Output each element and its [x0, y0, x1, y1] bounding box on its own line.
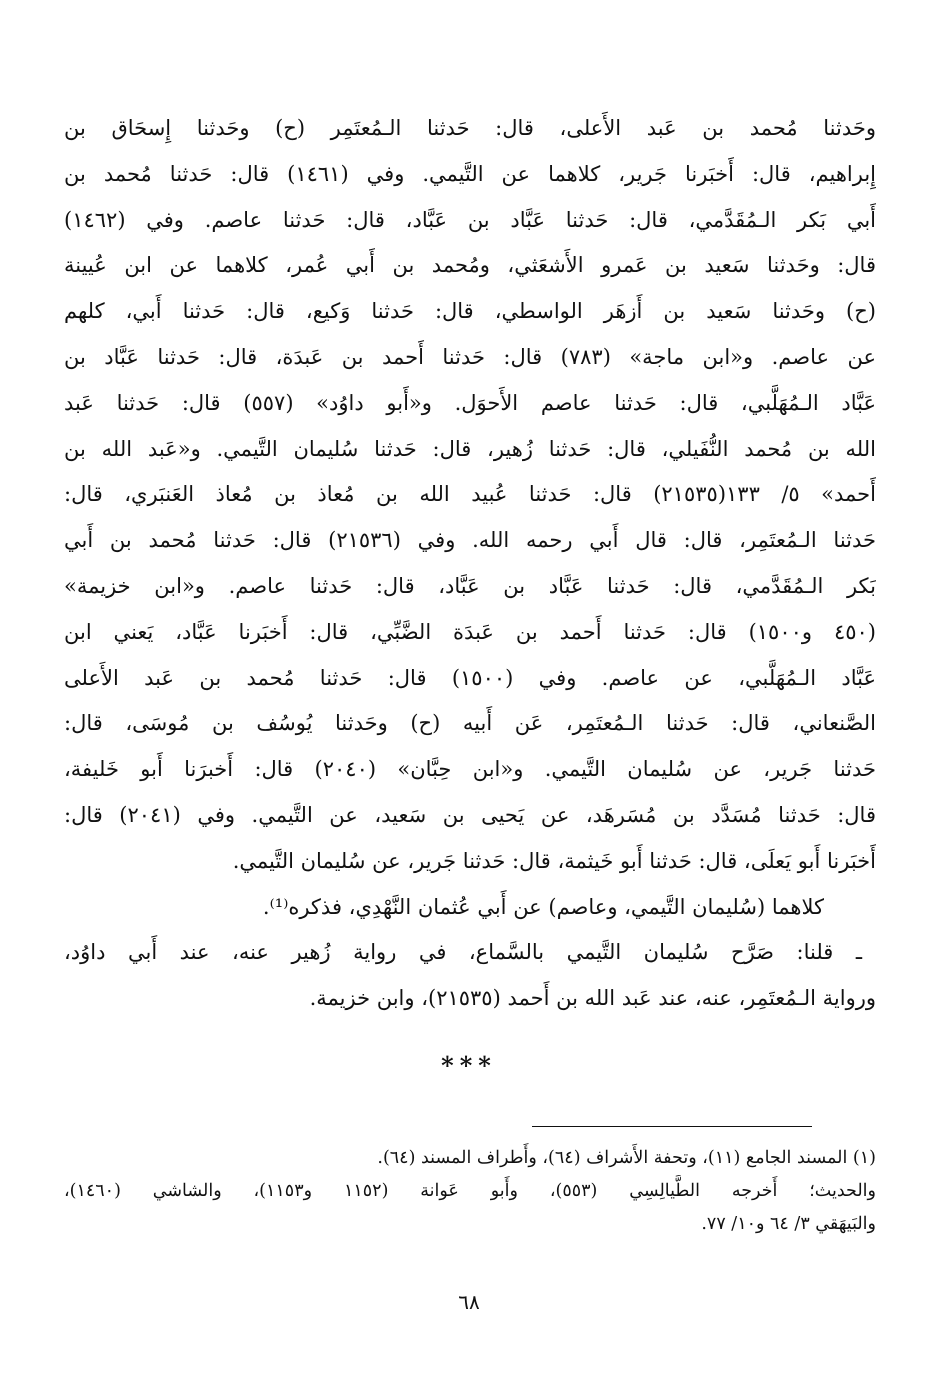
- page-number: ٦٨: [458, 1290, 480, 1314]
- note-line: ـ قلنا: صَرَّح سُليمان التَّيمي بالسَّماع، في رواية زُهير عنه، عند أَبي داوُد،: [64, 940, 862, 965]
- text-line: حَدثنا الـمُعتَمِر، قال: قال أَبي رحمه الله. وفي (٢١٥٣٦) قال: حَدثنا مُحمد بن أَبي: [64, 528, 876, 553]
- text-line: (ح) وحَدثنا سَعيد بن أَزهَر الواسطي، قال: حَدثنا وَكيع، قال: حَدثنا أَبي، كلهم: [64, 299, 876, 324]
- text-line: أَخبَرنا أَبو يَعلَى، قال: حَدثنا أَبو خَيثمة، قال: حَدثنا جَرير، عن سُليمان التَّيمي.: [232, 848, 876, 873]
- text-line: أَبي بَكر الـمُقَدَّمي، قال: حَدثنا عَبَّاد بن عَبَّاد، قال: حَدثنا عاصم. وفي (١٤٦٢): [64, 207, 876, 232]
- text-line: قال: حَدثنا مُسَدَّد بن مُسَرهَد، عن يَحيى بن سَعيد، عن التَّيمي. وفي (٢٠٤١) قال:: [64, 802, 876, 827]
- summary-line: كلاهما (سُليمان التَّيمي، وعاصم) عن أَبي عُثمان النَّهْدِي، فذكره⁽¹⁾.: [262, 894, 824, 919]
- text-line: الله بن مُحمد النُّفَيلي، قال: حَدثنا زُهير، قال: حَدثنا سُليمان التَّيمي. و«عَبد الله بن: [64, 436, 876, 461]
- footnote-line: والحديث؛ أَخرجه الطَّيالِسِي (٥٥٣)، وأَبو عَوانة (١١٥٢ و١١٥٣)، والشاشي (١٤٦٠)،: [64, 1181, 876, 1201]
- text-line: أَحمد» ٥/ ١٣٣(٢١٥٣٥) قال: حَدثنا عُبيد الله بن مُعاذ بن مُعاذ العَنبَري، قال:: [64, 482, 876, 507]
- text-line: بَكر الـمُقَدَّمي، قال: حَدثنا عَبَّاد بن عَبَّاد، قال: حَدثنا عاصم. و«ابن خزيمة»: [64, 573, 876, 598]
- text-line: (٤٥٠ و١٥٠٠) قال: حَدثنا أَحمد بن عَبدَة الضَّبِّي، قال: أَخبَرنا عَبَّاد، يَعني ابن: [64, 619, 876, 644]
- footnote-divider: [532, 1126, 812, 1127]
- text-line: الصَّنعاني، قال: حَدثنا الـمُعتَمِر، عَن أَبيه (ح) وحَدثنا يُوسُف بن مُوسَى، قال:: [64, 711, 876, 736]
- text-line: عَبَّاد الـمُهَلَّبي، قال: حَدثنا عاصم الأَحوَل. و«أَبو داوُد» (٥٥٧) قال: حَدثنا عَبد: [64, 390, 876, 415]
- text-line: عَبَّاد الـمُهَلَّبي، عن عاصم. وفي (١٥٠٠) قال: حَدثنا مُحمد بن عَبد الأَعلى: [64, 665, 876, 690]
- text-line: عن عاصم. و«ابن ماجة» (٧٨٣) قال: حَدثنا أَحمد بن عَبدَة، قال: حَدثنا عَبَّاد بن: [64, 344, 876, 369]
- text-line: قال: وحَدثنا سَعيد بن عَمرو الأَشعَثي، ومُحمد بن أَبي عُمر، كلاهما عن ابن عُيينة: [64, 253, 876, 278]
- text-line: وحَدثنا مُحمد بن عَبد الأَعلى، قال: حَدثنا الـمُعتَمِر (ح) وحَدثنا إِسحَاق بن: [64, 116, 876, 140]
- footnote-line: (١) المسند الجامع (١١)، وتحفة الأَشراف (٦٤)، وأَطراف المسند (٦٤).: [377, 1148, 876, 1168]
- footnote-line: والبَيهَقي ٣/ ٦٤ و١٠/ ٧٧.: [701, 1214, 876, 1234]
- main-text-block: [64, 106, 876, 1022]
- note-line: ورواية الـمُعتَمِر، عنه، عند عَبد الله بن أَحمد (٢١٥٣٥)، وابن خزيمة.: [309, 986, 876, 1011]
- footnotes-block: [64, 1142, 876, 1241]
- text-line: إِبراهيم، قال: أَخبَرنا جَرير، كلاهما عن التَّيمي. وفي (١٤٦١) قال: حَدثنا مُحمد بن: [64, 161, 876, 186]
- section-separator: ***: [441, 1051, 497, 1080]
- text-line: حَدثنا جَرير، عن سُليمان التَّيمي. و«ابن حِبَّان» (٢٠٤٠) قال: أَخبرَنا أَبو خَليفة،: [64, 757, 876, 782]
